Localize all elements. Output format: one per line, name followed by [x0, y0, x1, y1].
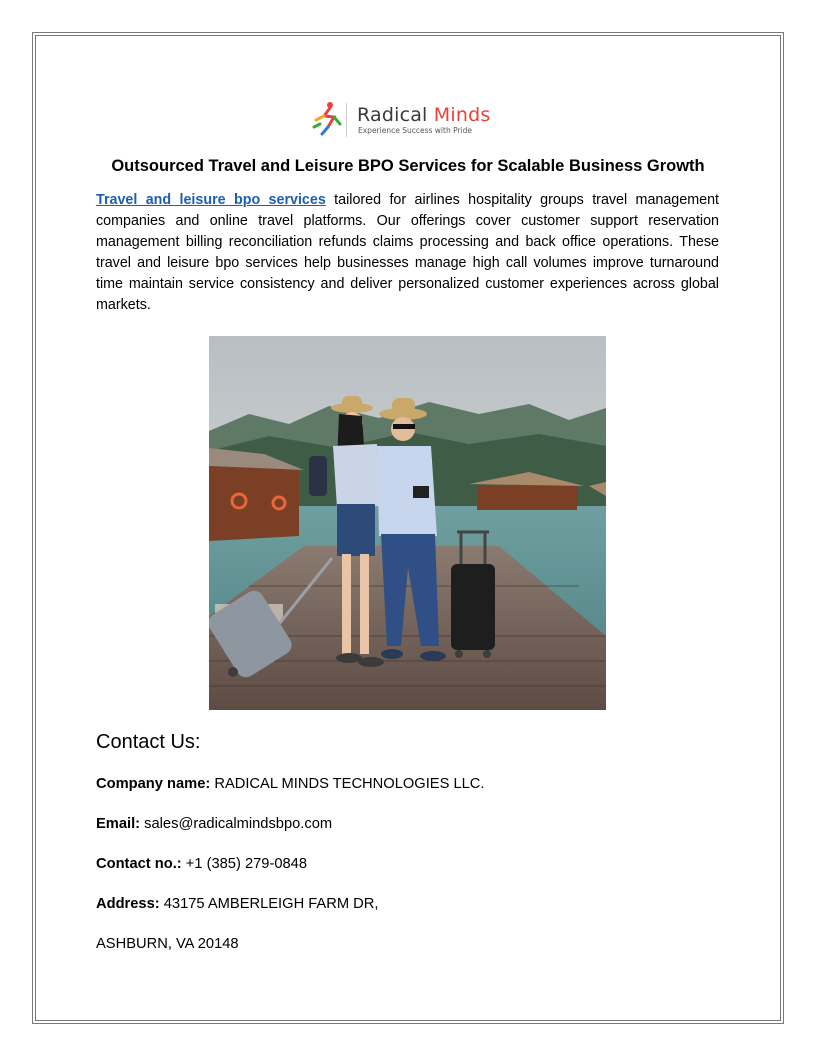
company-logo: [310, 100, 510, 140]
contact-heading: Contact Us:: [96, 731, 201, 753]
logo-wordmark: [357, 104, 490, 126]
company-value: RADICAL MINDS TECHNOLOGIES LLC.: [210, 776, 485, 792]
contact-address-row: [96, 896, 378, 912]
address-value: 43175 AMBERLEIGH FARM DR,: [159, 896, 379, 912]
services-link[interactable]: Travel and leisure bpo services: [96, 192, 326, 208]
intro-body-text: tailored for airlines hospitality groups travel management companies and online travel platforms. Our offerings cover customer support reservation management billing reconciliation refunds claims processing and back office operations. These travel and leisure bpo services help businesses manage high call volumes improve turnaround time maintain service consistency and deliver personalized customer experiences across global markets.: [96, 192, 719, 313]
logo-divider: [346, 103, 347, 137]
logo-word-minds: Minds: [433, 104, 491, 126]
contact-company-row: [96, 776, 485, 792]
travel-photo: [209, 336, 606, 710]
email-value[interactable]: sales@radicalmindsbpo.com: [140, 816, 333, 832]
logo-mark-icon: [310, 100, 344, 140]
company-label: Company name:: [96, 776, 211, 792]
phone-value[interactable]: +1 (385) 279-0848: [181, 856, 308, 872]
logo-tagline: Experience Success with Pride: [358, 126, 473, 135]
phone-label: Contact no.:: [96, 856, 182, 872]
contact-email-row: [96, 816, 332, 832]
contact-address-line2: ASHBURN, VA 20148: [96, 936, 239, 952]
logo-word-radical: Radical: [357, 104, 428, 126]
intro-paragraph: [96, 190, 719, 316]
contact-phone-row: [96, 856, 307, 872]
page-title: Outsourced Travel and Leisure BPO Services for Scalable Business Growth: [111, 157, 705, 175]
email-label: Email:: [96, 816, 141, 832]
address-label: Address:: [96, 896, 160, 912]
travelers-on-pier-image: [209, 336, 606, 710]
